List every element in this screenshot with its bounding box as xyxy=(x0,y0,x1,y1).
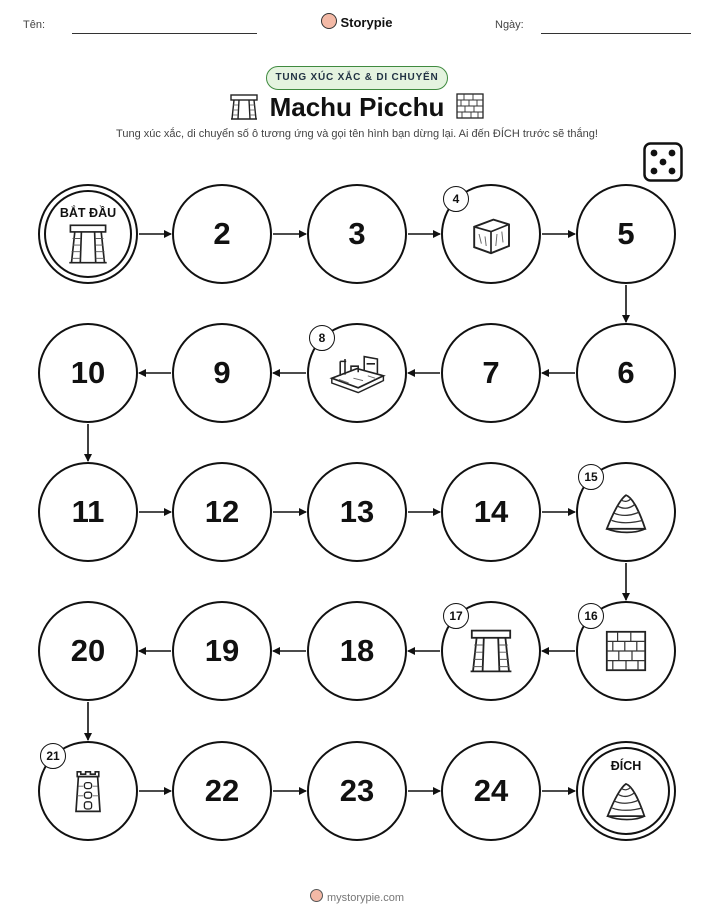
gate-icon xyxy=(467,627,515,680)
board-space-19[interactable] xyxy=(172,601,272,701)
page-title: Machu Picchu xyxy=(269,92,445,122)
terraced-mountain-icon xyxy=(603,777,649,828)
board-space-7[interactable] xyxy=(441,323,541,423)
name-label: Tên: xyxy=(23,19,46,31)
space-number-badge: 16 xyxy=(578,603,604,629)
space-number-badge: 4 xyxy=(443,186,469,212)
space-number: 5 xyxy=(617,216,635,251)
space-number: 3 xyxy=(348,216,366,251)
space-number: 13 xyxy=(339,494,375,529)
board-space-8[interactable] xyxy=(307,323,407,423)
space-number: 23 xyxy=(339,773,375,808)
activity-badge: TUNG XÚC XẮC & DI CHUYỂN xyxy=(266,66,448,90)
gate-icon xyxy=(66,222,110,271)
board-space-22[interactable] xyxy=(172,741,272,841)
board-space-10[interactable] xyxy=(38,323,138,423)
start-label: BẮT ĐẦU xyxy=(59,206,117,220)
footer-url[interactable] xyxy=(0,889,714,904)
board-space-2[interactable] xyxy=(172,184,272,284)
board-space-3[interactable] xyxy=(307,184,407,284)
board-space-5[interactable] xyxy=(576,184,676,284)
space-number: 14 xyxy=(473,494,509,529)
footer-text: mystorypie.com xyxy=(326,892,405,904)
instructions: Tung xúc xắc, di chuyển số ô tương ứng và gọi tên hình bạn dừng lại. Ai đến ĐÍCH trước sẽ thắng! xyxy=(116,128,598,140)
ruins-icon xyxy=(327,347,387,400)
stone-block-icon xyxy=(467,210,515,263)
space-number: 10 xyxy=(70,355,106,390)
board-space-18[interactable] xyxy=(307,601,407,701)
board-space-24[interactable] xyxy=(441,741,541,841)
space-number: 7 xyxy=(482,355,500,390)
board-space-23[interactable] xyxy=(307,741,407,841)
board-space-12[interactable] xyxy=(172,462,272,562)
board-space-13[interactable] xyxy=(307,462,407,562)
space-number-badge: 15 xyxy=(578,464,604,490)
board-space-15[interactable] xyxy=(576,462,676,562)
space-number: 6 xyxy=(617,355,635,390)
space-number: 9 xyxy=(213,355,231,390)
start-space[interactable] xyxy=(38,184,138,284)
space-number: 24 xyxy=(473,773,509,808)
stone-wall-icon xyxy=(602,627,650,680)
board-space-11[interactable] xyxy=(38,462,138,562)
board-space-6[interactable] xyxy=(576,323,676,423)
storypie-mascot-icon xyxy=(310,889,323,902)
space-number: 18 xyxy=(339,633,375,668)
space-number: 12 xyxy=(204,494,240,529)
finish-space[interactable] xyxy=(576,741,676,841)
board-space-17[interactable] xyxy=(441,601,541,701)
space-number-badge: 21 xyxy=(40,743,66,769)
brand-name: Storypie xyxy=(340,15,393,30)
finish-label: ĐÍCH xyxy=(610,759,642,773)
space-number-badge: 8 xyxy=(309,325,335,351)
space-number-badge: 17 xyxy=(443,603,469,629)
date-label: Ngày: xyxy=(495,19,524,31)
board-space-9[interactable] xyxy=(172,323,272,423)
space-number: 2 xyxy=(213,216,231,251)
board-space-20[interactable] xyxy=(38,601,138,701)
board-space-4[interactable] xyxy=(441,184,541,284)
space-number: 22 xyxy=(204,773,240,808)
board-space-14[interactable] xyxy=(441,462,541,562)
board-space-16[interactable] xyxy=(576,601,676,701)
board-space-21[interactable] xyxy=(38,741,138,841)
space-number: 19 xyxy=(204,633,240,668)
tower-icon xyxy=(64,767,112,820)
space-number: 11 xyxy=(71,494,105,529)
space-number: 20 xyxy=(70,633,106,668)
terraced-mountain-icon xyxy=(602,488,650,541)
